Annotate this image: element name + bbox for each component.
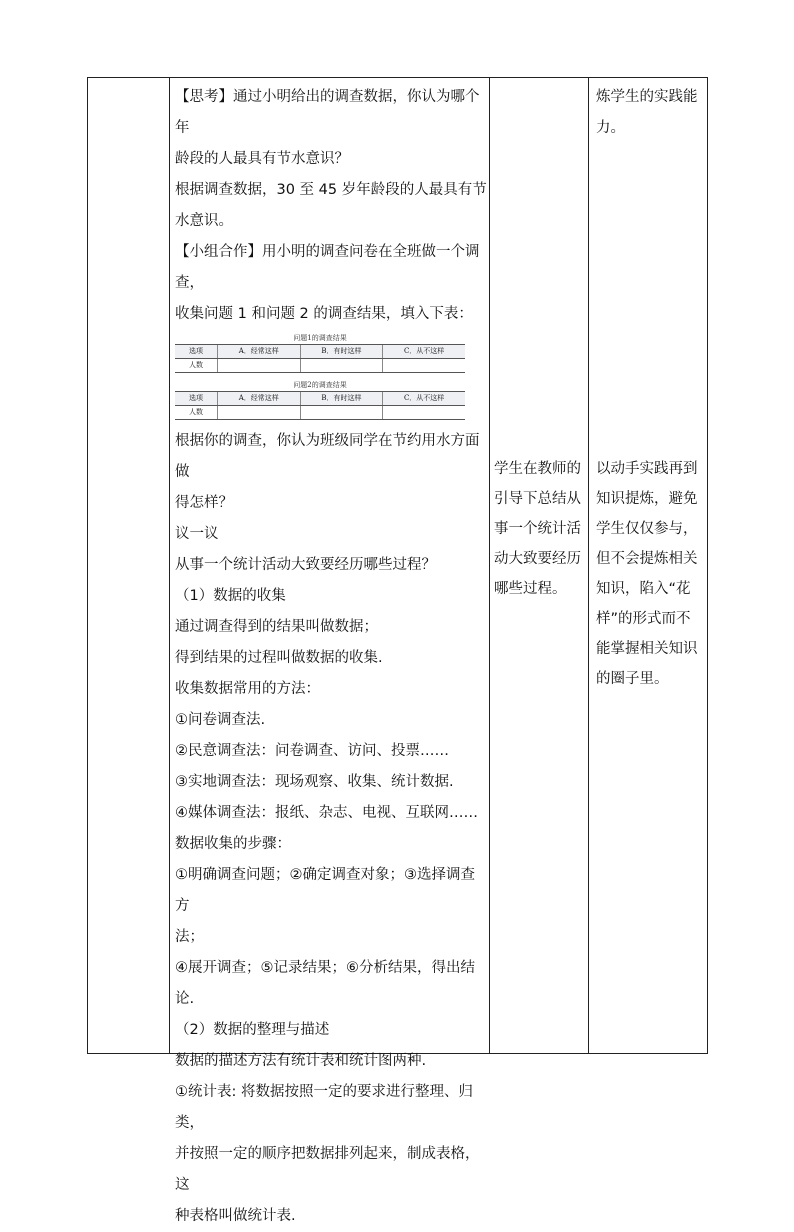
table-header-cell: C．从不这样 xyxy=(383,392,465,406)
design-intent xyxy=(596,454,704,694)
table-caption: 问题1的调查结果 xyxy=(293,334,347,342)
table-cell xyxy=(383,359,465,373)
text-line: （1）数据的收集 xyxy=(175,588,286,604)
result-table xyxy=(175,391,465,420)
survey-table-1 xyxy=(175,332,465,373)
table-header-cell: B．有时这样 xyxy=(300,345,383,359)
text-line: 议一议 xyxy=(175,526,219,542)
table-header-cell: B．有时这样 xyxy=(300,392,383,406)
text-line: 哪些过程。 xyxy=(494,581,567,597)
survey-table-2 xyxy=(175,379,465,420)
text-line: ②民意调查法：问卷调查、访问、投票…… xyxy=(175,743,449,759)
text-line: 能掌握相关知识 xyxy=(596,641,698,657)
text-line: 事一个统计活 xyxy=(494,521,581,537)
text-line: 通过调查得到的结果叫做数据； xyxy=(175,619,378,635)
text-line: ①统计表: 将数据按照一定的要求进行整理、归类， xyxy=(175,1084,473,1131)
text-line: 但不会提炼相关 xyxy=(596,551,698,567)
text-line: ①问卷调查法. xyxy=(175,712,266,728)
column-divider xyxy=(169,77,170,1054)
table-row-label: 人数 xyxy=(175,359,218,373)
design-intent-top xyxy=(596,82,704,144)
text-line: ④展开调查；⑤记录结果；⑥分析结果，得出结 xyxy=(175,960,475,976)
text-line: 以动手实践再到 xyxy=(596,461,698,477)
text-line: 数据收集的步骤： xyxy=(175,836,291,852)
text-line: 得到结果的过程叫做数据的收集. xyxy=(175,650,383,666)
text-line: 根据调查数据，30 至 45 岁年龄段的人最具有节 xyxy=(175,182,487,198)
column-divider xyxy=(588,77,589,1054)
text-line: 学生仅仅参与， xyxy=(596,521,698,537)
table-row-label: 人数 xyxy=(175,406,218,420)
table-header-cell: 选项 xyxy=(175,392,218,406)
text-line: 龄段的人最具有节水意识？ xyxy=(175,151,349,167)
text-line: ③实地调查法：现场观察、收集、统计数据. xyxy=(175,774,454,790)
text-line: 得怎样？ xyxy=(175,495,233,511)
table-header-cell: C．从不这样 xyxy=(383,345,465,359)
text-line: 知识提炼，避免 xyxy=(596,491,698,507)
text-line: 知识，陷入“花 xyxy=(596,581,691,597)
student-activity xyxy=(494,454,586,604)
text-line: ①明确调查问题；②确定调查对象；③选择调查方 xyxy=(175,867,475,914)
table-caption: 问题2的调查结果 xyxy=(293,381,347,389)
text-line: 的圈子里。 xyxy=(596,671,669,687)
table-header-cell: A．经常这样 xyxy=(218,345,301,359)
text-line: 种表格叫做统计表. xyxy=(175,1208,296,1224)
text-line: 【小组合作】用小明的调查问卷在全班做一个调查， xyxy=(175,244,480,291)
text-line: （2）数据的整理与描述 xyxy=(175,1022,330,1038)
table-cell xyxy=(383,406,465,420)
main-content xyxy=(175,82,487,1232)
table-cell xyxy=(300,406,383,420)
text-line: 引导下总结从 xyxy=(494,491,581,507)
text-line: 数据的描述方法有统计表和统计图两种. xyxy=(175,1053,427,1069)
text-line: 论. xyxy=(175,991,195,1007)
column-divider xyxy=(489,77,490,1054)
text-line: 收集问题 1 和问题 2 的调查结果，填入下表： xyxy=(175,306,473,322)
text-line: 根据你的调查，你认为班级同学在节约用水方面做 xyxy=(175,433,480,480)
text-line: 【思考】通过小明给出的调查数据，你认为哪个年 xyxy=(175,89,480,136)
text-line: 炼学生的实践能 xyxy=(596,89,698,105)
text-line: 样”的形式而不 xyxy=(596,611,691,627)
text-line: 法； xyxy=(175,929,204,945)
table-cell xyxy=(218,359,301,373)
text-line: 学生在教师的 xyxy=(494,461,581,477)
table-header-cell: 选项 xyxy=(175,345,218,359)
text-line: 并按照一定的顺序把数据排列起来，制成表格，这 xyxy=(175,1146,480,1193)
table-cell xyxy=(300,359,383,373)
table-cell xyxy=(218,406,301,420)
text-line: 力。 xyxy=(596,120,625,136)
text-line: 收集数据常用的方法： xyxy=(175,681,320,697)
text-line: 水意识。 xyxy=(175,213,233,229)
result-table xyxy=(175,344,465,373)
text-line: 从事一个统计活动大致要经历哪些过程？ xyxy=(175,557,436,573)
text-line: 动大致要经历 xyxy=(494,551,581,567)
table-header-cell: A．经常这样 xyxy=(218,392,301,406)
text-line: ④媒体调查法：报纸、杂志、电视、互联网…… xyxy=(175,805,478,821)
